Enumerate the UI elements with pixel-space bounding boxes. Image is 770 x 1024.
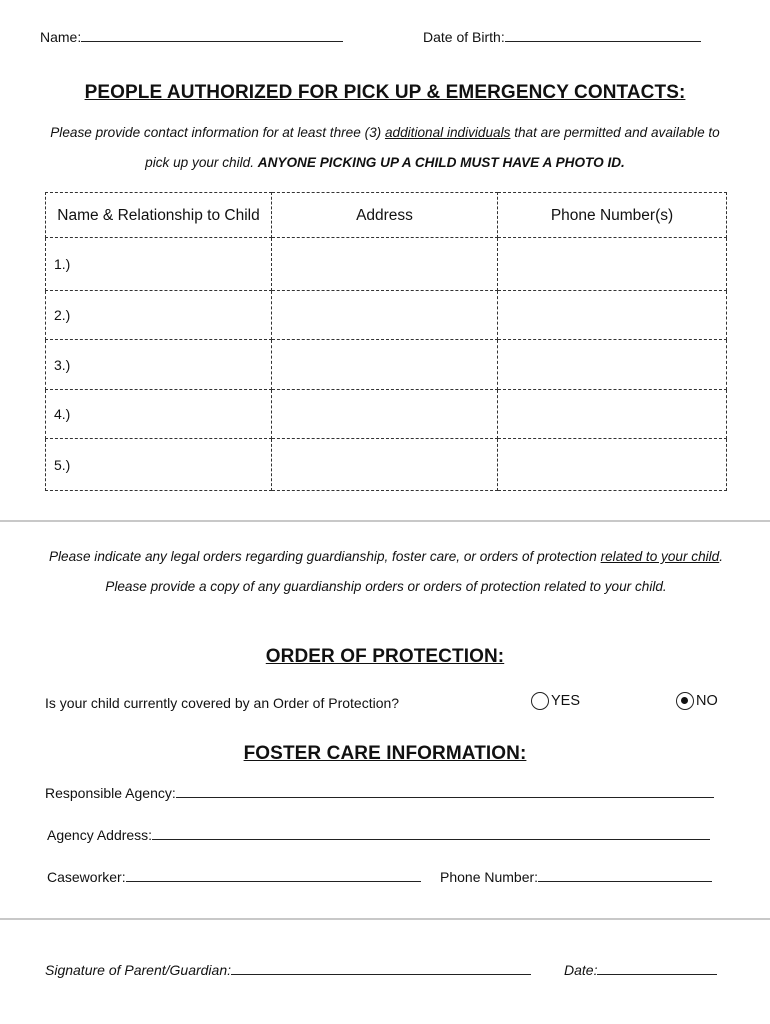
row-number: 1.) [46, 238, 272, 291]
caseworker-label: Caseworker: [47, 869, 126, 885]
responsible-agency-label: Responsible Agency: [45, 785, 176, 801]
photo-id-notice: ANYONE PICKING UP A CHILD MUST HAVE A PHOTO ID. [257, 155, 625, 170]
pickup-contacts-table [45, 192, 727, 491]
responsible-agency-field[interactable] [45, 785, 714, 801]
date-of-birth-line[interactable] [505, 41, 701, 42]
protection-heading: ORDER OF PROTECTION: [265, 646, 505, 667]
phone-cell[interactable] [498, 439, 727, 491]
legal-text: Please indicate any legal orders regarding guardianship, foster care, or orders of protection [48, 549, 601, 564]
legal-orders-instructions [42, 542, 730, 602]
row-number: 5.) [46, 439, 272, 491]
caseworker-line[interactable] [126, 881, 421, 882]
address-cell[interactable] [272, 390, 498, 439]
address-cell[interactable] [272, 340, 498, 390]
signature-date-label: Date: [564, 962, 598, 978]
signature-field[interactable] [45, 962, 531, 978]
table-row [46, 238, 727, 291]
legal-text-underlined: related to your child [600, 549, 720, 564]
phone-cell[interactable] [498, 390, 727, 439]
caseworker-phone-field[interactable] [440, 869, 712, 885]
agency-address-line[interactable] [152, 839, 710, 840]
agency-address-label: Agency Address: [47, 827, 153, 843]
foster-care-heading: FOSTER CARE INFORMATION: [243, 743, 527, 764]
pickup-intro-text: Please provide contact information for at least three (3) [50, 125, 385, 140]
date-of-birth-field[interactable] [423, 29, 701, 45]
yes-radio[interactable] [531, 692, 549, 710]
caseworker-phone-line[interactable] [538, 881, 712, 882]
column-header-name: Name & Relationship to Child [46, 193, 272, 238]
no-label: NO [696, 693, 718, 709]
protection-yes-option[interactable] [531, 692, 580, 710]
table-row [46, 390, 727, 439]
signature-date-field[interactable] [564, 962, 717, 978]
address-cell[interactable] [272, 238, 498, 291]
yes-label: YES [551, 693, 581, 709]
column-header-phone: Phone Number(s) [498, 193, 727, 238]
date-of-birth-label: Date of Birth: [423, 29, 505, 45]
table-row [46, 340, 727, 390]
phone-cell[interactable] [498, 291, 727, 340]
agency-address-field[interactable] [47, 827, 710, 843]
section-divider [0, 918, 770, 920]
phone-cell[interactable] [498, 238, 727, 291]
caseworker-field[interactable] [47, 869, 421, 885]
child-name-label: Name: [40, 29, 82, 45]
child-name-line[interactable] [81, 41, 343, 42]
pickup-heading: PEOPLE AUTHORIZED FOR PICK UP & EMERGENCY CONTACTS: [84, 82, 686, 103]
signature-label: Signature of Parent/Guardian: [45, 962, 232, 978]
protection-question: Is your child currently covered by an Order of Protection? [45, 695, 400, 711]
table-header-row [46, 193, 727, 238]
caseworker-phone-label: Phone Number: [440, 869, 539, 885]
table-row [46, 439, 727, 491]
pickup-intro-text-2: that are permitted and available to pick up your child. [145, 125, 720, 170]
table-row [46, 291, 727, 340]
pickup-intro-underlined: additional individuals [384, 125, 511, 140]
no-radio[interactable] [676, 692, 694, 710]
protection-no-option[interactable] [676, 692, 718, 710]
phone-cell[interactable] [498, 340, 727, 390]
row-number: 4.) [46, 390, 272, 439]
column-header-address: Address [272, 193, 498, 238]
address-cell[interactable] [272, 439, 498, 491]
signature-date-line[interactable] [597, 974, 717, 975]
signature-line[interactable] [231, 974, 531, 975]
row-number: 2.) [46, 291, 272, 340]
legal-text-2: . Please provide a copy of any guardianship orders or orders of protection related to your child. [105, 549, 724, 594]
responsible-agency-line[interactable] [176, 797, 714, 798]
row-number: 3.) [46, 340, 272, 390]
child-name-field[interactable] [40, 29, 343, 45]
pickup-instructions [40, 118, 730, 178]
section-divider [0, 520, 770, 522]
address-cell[interactable] [272, 291, 498, 340]
